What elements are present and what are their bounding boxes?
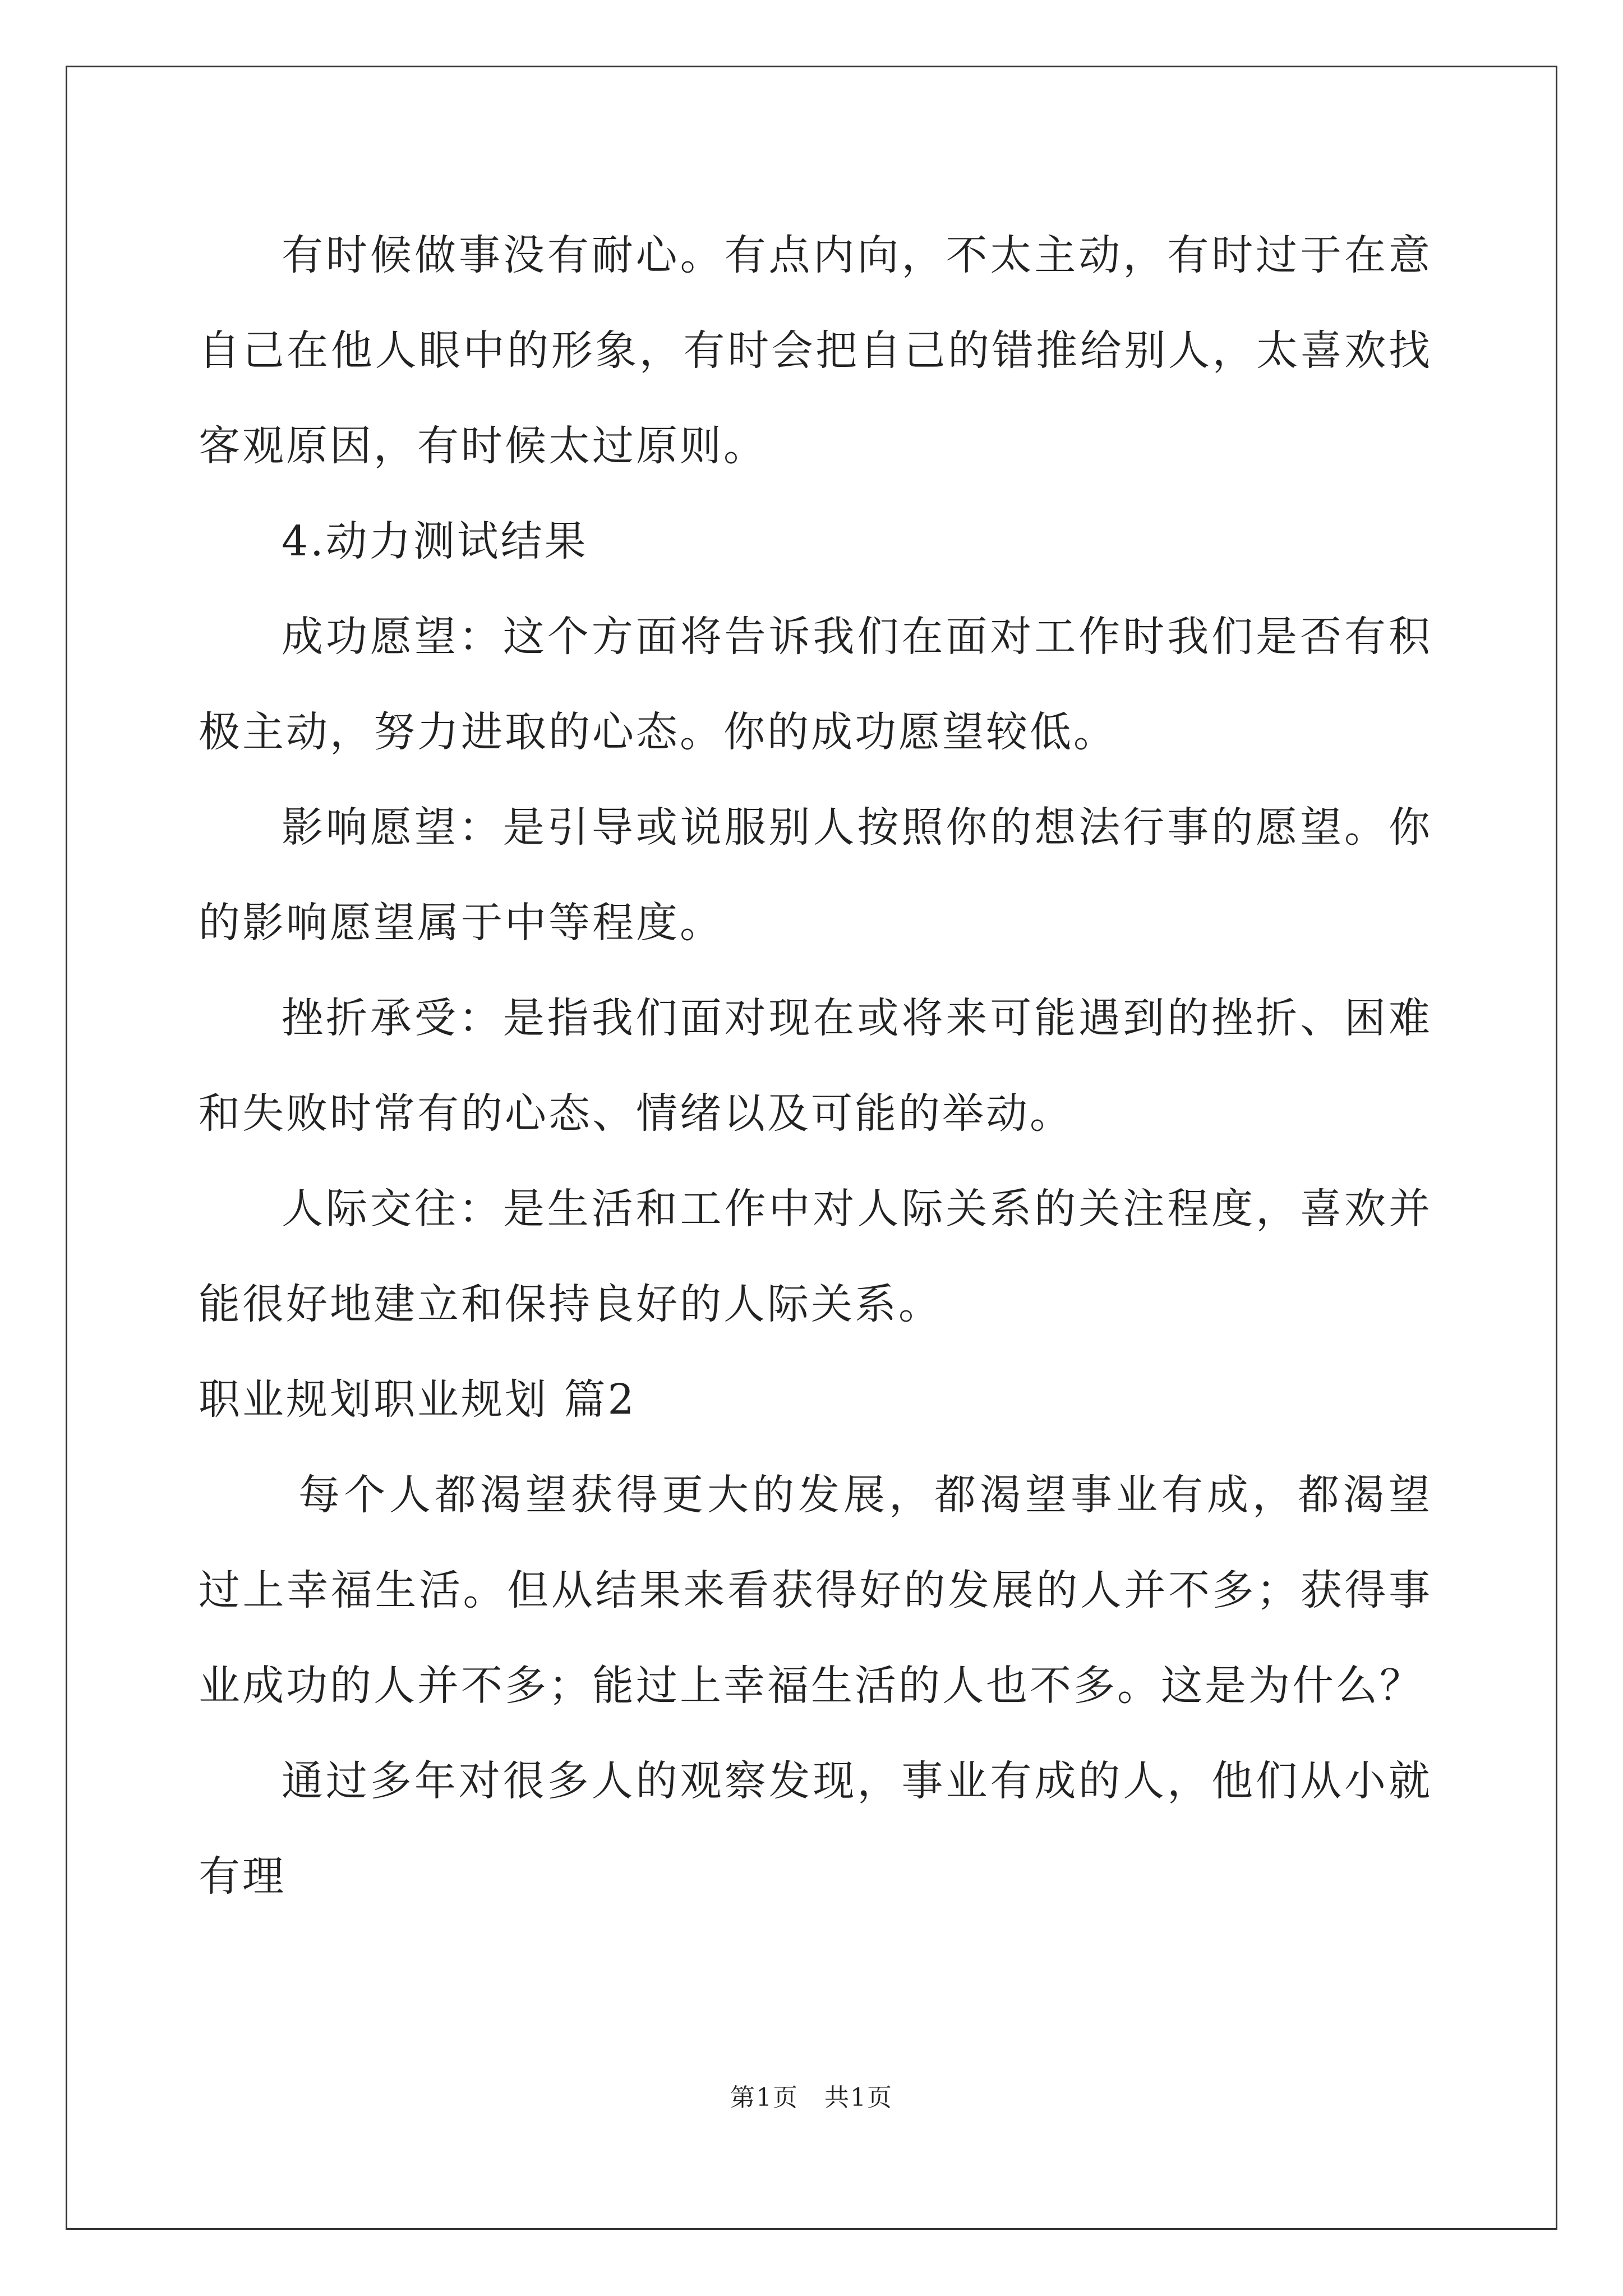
section-heading-motivation-test: 4.动力测试结果	[282, 517, 588, 565]
paragraph-interpersonal: 人际交往：是生活和工作中对人际关系的关注程度，喜欢并能很好地建立和保持良好的人际关系。	[199, 1185, 1432, 1328]
paragraph-influence-desire: 影响愿望：是引导或说服别人按照你的想法行事的愿望。你的影响愿望属于中等程度。	[199, 803, 1432, 947]
paragraph-weaknesses: 有时候做事没有耐心。有点内向，不太主动，有时过于在意自己在他人眼中的形象，有时会把自己的错推给别人，太喜欢找客观原因，有时候太过原则。	[199, 231, 1432, 470]
document-body	[199, 208, 1432, 1924]
paragraph-success-desire: 成功愿望：这个方面将告诉我们在面对工作时我们是否有积极主动，努力进取的心态。你的成功愿望较低。	[199, 613, 1432, 756]
paragraph-observation: 通过多年对很多人的观察发现，事业有成的人，他们从小就有理	[199, 1757, 1432, 1901]
article-heading-part-2: 职业规划职业规划 篇2	[199, 1375, 637, 1424]
page-number-footer: 第1页 共1页	[730, 2083, 893, 2112]
paragraph-aspiration: 每个人都渴望获得更大的发展，都渴望事业有成，都渴望过上幸福生活。但从结果来看获得好的发展的人并不多；获得事业成功的人并不多；能过上幸福生活的人也不多。这是为什么？	[199, 1471, 1432, 1710]
paragraph-frustration-tolerance: 挫折承受：是指我们面对现在或将来可能遇到的挫折、困难和失败时常有的心态、情绪以及可能的举动。	[199, 994, 1432, 1138]
